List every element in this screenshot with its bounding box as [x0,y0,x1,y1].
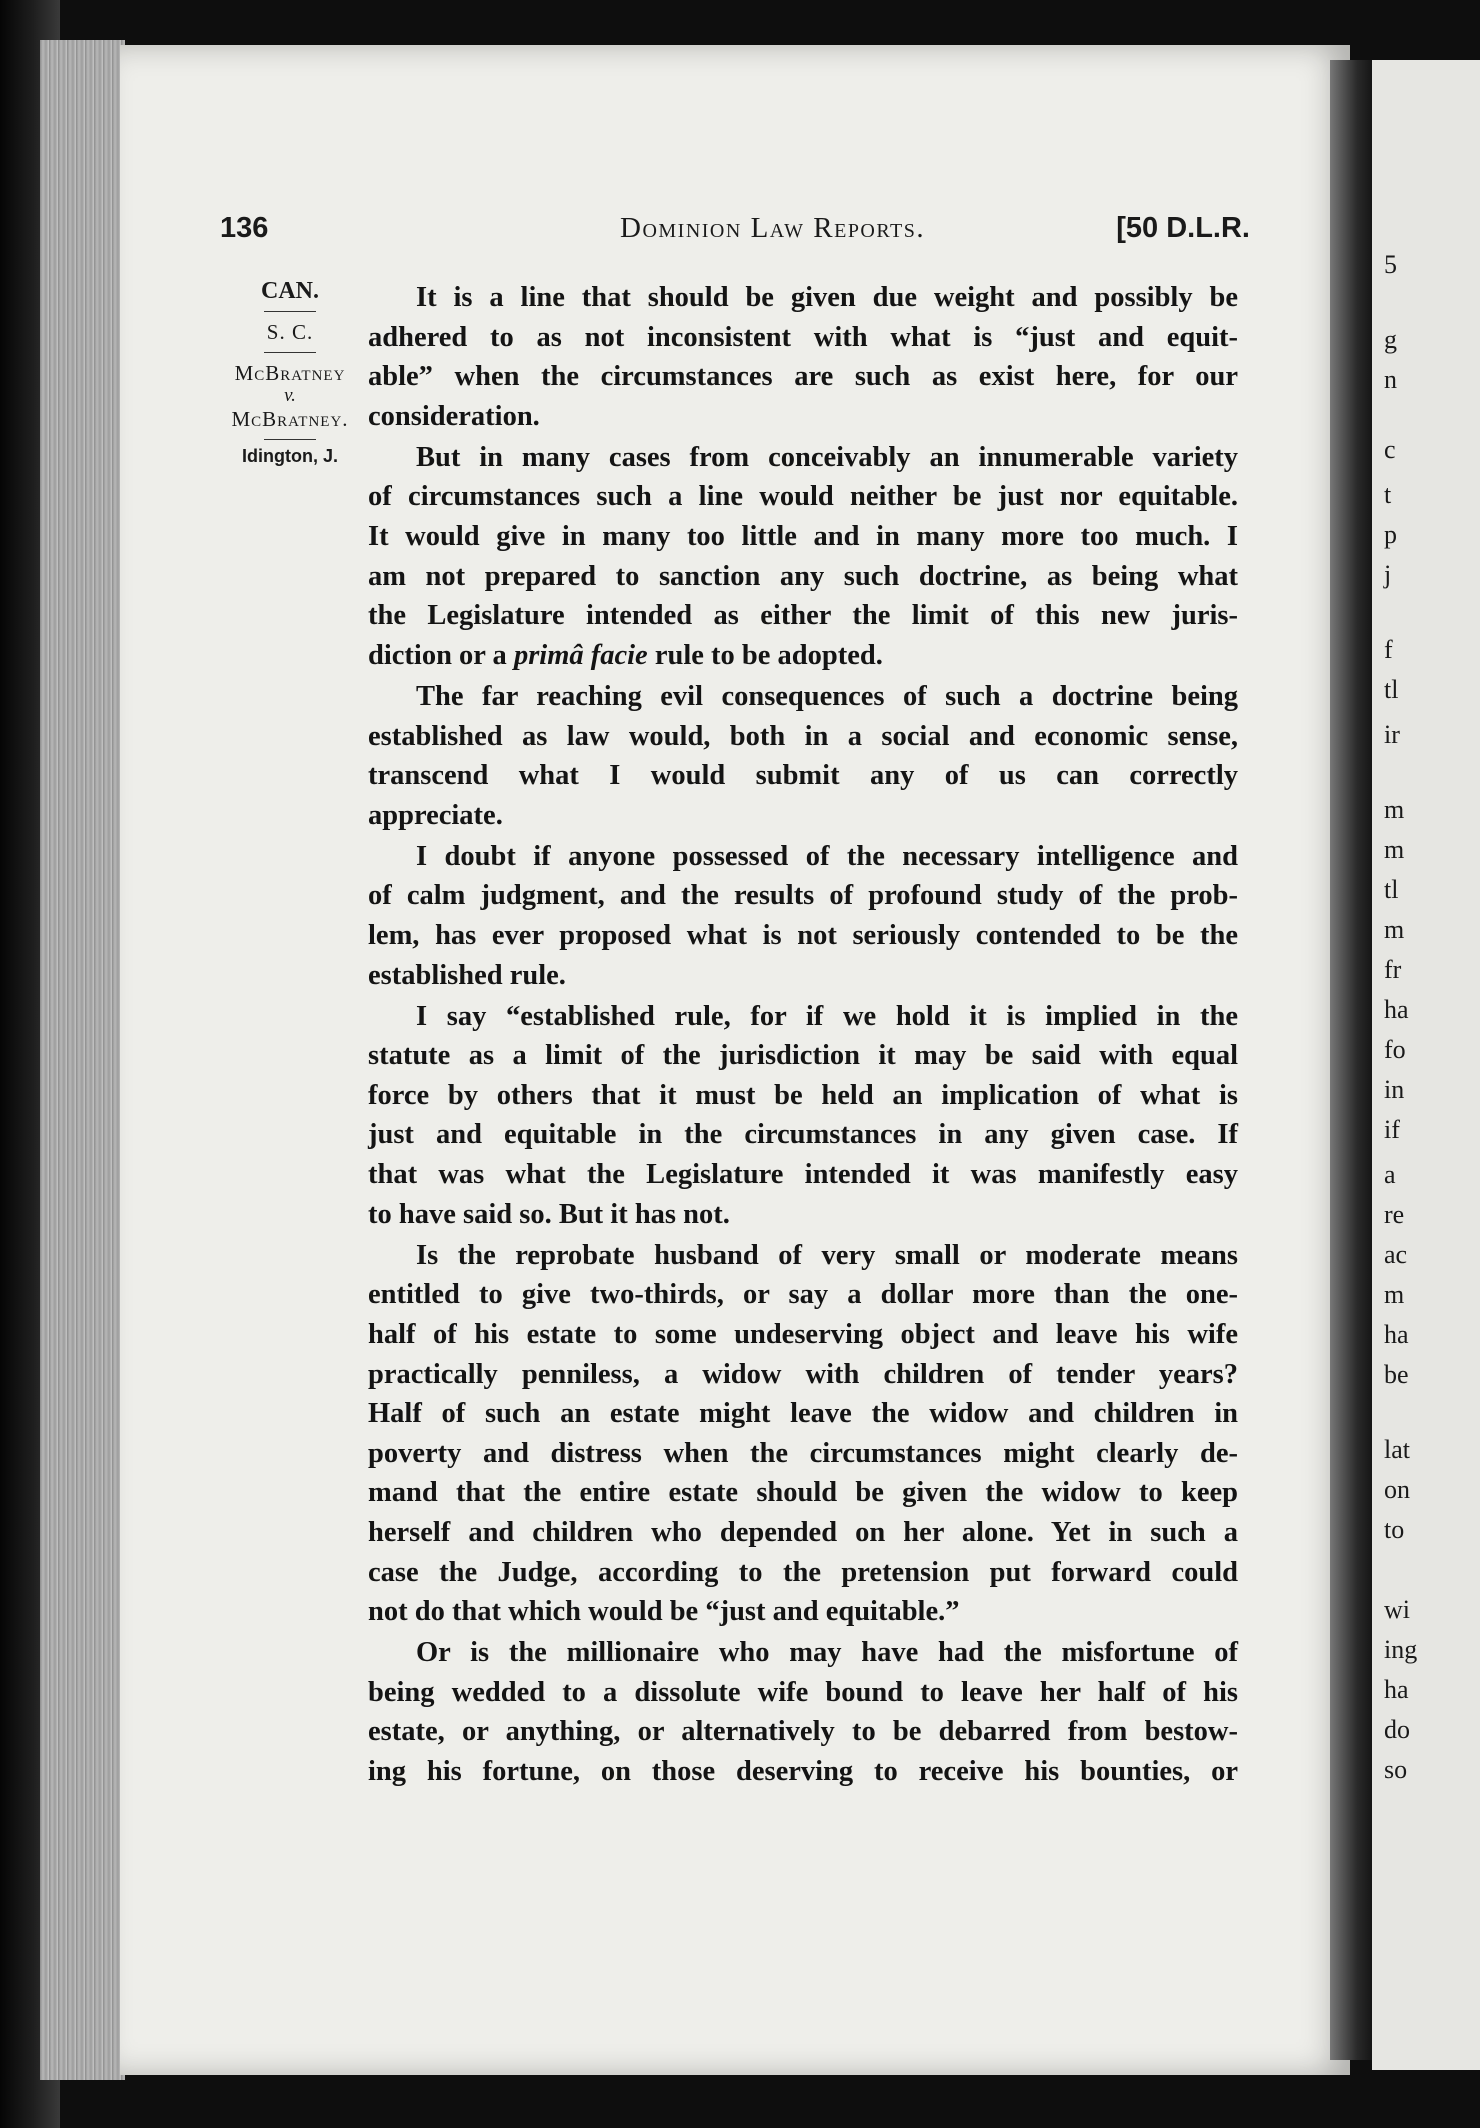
facing-page-fragment: ha [1384,995,1409,1024]
margin-rule [264,439,316,440]
text-line: mand that the entire estate should be given the widow to keep [368,1477,1238,1509]
text-line: adhered to as not inconsistent with what is “just and equit- [368,321,1238,353]
text-line: not do that which would be “just and equitable.” [368,1596,960,1628]
line-tail: rule to be adopted. [647,639,883,671]
facing-page-fragment: 5 [1384,250,1397,279]
text-line: the Legislature intended as either the limit of this new juris- [368,600,1238,632]
facing-page-fragment: on [1384,1475,1410,1504]
paragraph [368,677,1238,835]
facing-page-fragment: do [1384,1715,1410,1744]
text-line: of calm judgment, and the results of profound study of the prob- [368,880,1238,912]
margin-party-1: McBratney [234,361,346,385]
text-line: poverty and distress when the circumstances might clearly de- [368,1437,1238,1469]
text-line: It is a line that should be given due weight and possibly be [416,282,1238,313]
running-title: Dominion Law Reports. [620,212,926,244]
text-line: appreciate. [368,799,503,831]
page-header [220,208,1250,252]
text-line: force by others that it must be held an implication of what is [368,1079,1238,1111]
italic-term: primâ facie [513,639,648,671]
facing-page-fragment: m [1384,835,1405,864]
facing-page-fragment: ing [1384,1635,1418,1664]
text-line: Half of such an estate might leave the widow and children in [368,1398,1238,1430]
margin-division: S. C. [266,320,314,344]
text-line: I doubt if anyone possessed of the necessary intelligence and [416,840,1238,872]
paragraph [368,1236,1238,1632]
facing-page-edge [1372,60,1480,2070]
text-line: ing his fortune, on those deserving to receive his bounties, or [368,1755,1238,1787]
facing-page-fragment: so [1384,1755,1408,1784]
facing-page-fragment: tl [1384,675,1399,704]
body-text [368,278,1238,1793]
facing-page-fragment: ha [1384,1675,1409,1704]
text-line: am not prepared to sanction any such doctrine, as being what [368,560,1238,592]
facing-page-fragment: n [1384,365,1397,394]
facing-page-fragment: re [1384,1200,1405,1229]
facing-page-fragment: m [1384,795,1405,824]
text-line: statute as a limit of the jurisdiction it may be said with equal [368,1040,1238,1072]
text-line: But in many cases from conceivably an innumerable variety [416,441,1238,473]
text-line: The far reaching evil consequences of such a doctrine being [416,680,1238,712]
margin-note [215,278,365,467]
text-line: lem, has ever proposed what is not seriously contended to be the [368,920,1238,951]
facing-page-fragment: to [1384,1515,1405,1544]
facing-page-fragment: j [1384,560,1392,589]
margin-versus: v. [284,385,296,406]
text-line: of circumstances such a line would neither be just nor equitable. [368,481,1238,513]
paragraph [368,278,1238,436]
facing-page-fragment: tl [1384,875,1399,904]
facing-page-fragment: ac [1384,1240,1408,1269]
text-line: practically penniless, a widow with children of tender years? [368,1358,1238,1390]
text-line: estate, or anything, or alternatively to be debarred from bestow- [368,1716,1238,1748]
margin-court: CAN. [261,278,319,304]
facing-page-fragment: f [1384,635,1393,664]
margin-party-2: McBratney. [231,407,349,431]
facing-page-fragment: be [1384,1360,1409,1389]
margin-rule [264,352,316,353]
text-line: Or is the millionaire who may have had the misfortune of [416,1637,1238,1669]
facing-page-fragment: lat [1384,1435,1410,1464]
page-edges [40,40,125,2080]
text-line: being wedded to a dissolute wife bound to leave her half of his [368,1676,1238,1708]
paragraph [368,997,1238,1235]
page-number: 136 [220,212,269,244]
text-line: It would give in many too little and in many more too much. I [368,521,1238,553]
text-line: able” when the circumstances are such as exist here, for our [368,361,1238,393]
paragraph [368,438,1238,676]
facing-page-fragment: fr [1384,955,1402,984]
facing-page-fragment: g [1384,325,1397,354]
book-gutter [1330,60,1375,2060]
facing-page-fragment: m [1384,1280,1405,1309]
facing-page-fragment: c [1384,435,1396,464]
facing-page-fragment: if [1384,1115,1400,1144]
paragraph [368,837,1238,995]
text-line: herself and children who depended on her alone. Yet in such a [368,1516,1238,1548]
facing-page-fragment: m [1384,915,1405,944]
text-line: Is the reprobate husband of very small or moderate means [416,1239,1238,1271]
facing-page-fragment: in [1384,1075,1405,1104]
text-line: case the Judge, according to the pretension put forward could [368,1556,1238,1588]
margin-rule [264,311,316,312]
text-line: to have said so. But it has not. [368,1198,730,1230]
facing-page-fragment: a [1384,1160,1396,1189]
text-line: just and equitable in the circumstances in any given case. If [368,1119,1238,1151]
facing-page-fragment: wi [1384,1595,1410,1624]
text-line: transcend what I would submit any of us can correctly [368,760,1238,792]
text-line: I say “established rule, for if we hold it is implied in the [416,1000,1238,1032]
volume-reference: [50 D.L.R. [1116,212,1250,244]
facing-page-fragment: p [1384,520,1397,549]
text-line: entitled to give two-thirds, or say a dollar more than the one- [368,1279,1238,1311]
facing-page-fragment: ha [1384,1320,1409,1349]
facing-page-fragment: fo [1384,1035,1406,1064]
text-line: consideration. [368,400,540,432]
paragraph [368,1633,1238,1791]
facing-page-fragment: ir [1384,720,1400,749]
text-line: diction or a primâ facie rule to be adopted. [368,639,883,671]
facing-page-fragment: t [1384,480,1392,509]
text-line: that was what the Legislature intended it was manifestly easy [368,1159,1238,1191]
text-line: established as law would, both in a social and economic sense, [368,720,1238,752]
text-line: half of his estate to some undeserving object and leave his wife [368,1318,1238,1350]
text-line: established rule. [368,959,566,991]
margin-judge: Idington, J. [242,446,338,466]
